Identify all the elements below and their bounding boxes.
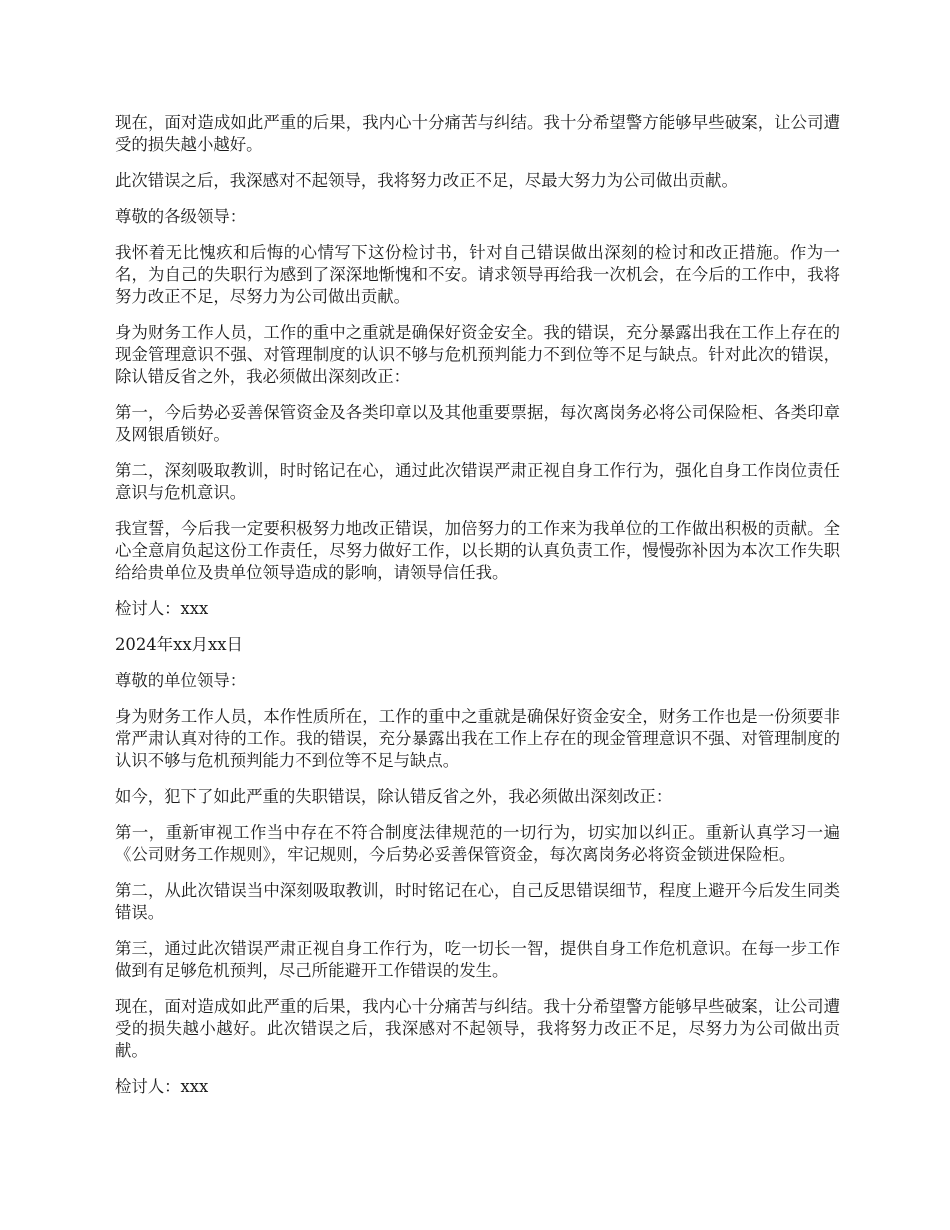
paragraph-6: 第二，深刻吸取教训，时时铭记在心，通过此次错误严肃正视自身工作行为，强化自身工作岗位责任意识与危机意识。 [115, 461, 840, 502]
paragraph-12: 第三，通过此次错误严肃正视自身工作行为，吃一切长一智，提供自身工作危机意识。在每一步工作做到有足够危机预判，尽己所能避开工作错误的发生。 [115, 939, 840, 980]
salutation-1: 尊敬的各级领导： [115, 207, 247, 226]
paragraph-13: 现在，面对造成如此严重的后果，我内心十分痛苦与纠结。我十分希望警方能够早些破案，让公司遭受的损失越小越好。此次错误之后，我深感对不起领导，我将努力改正不足，尽努力为公司做出贡献。 [115, 997, 840, 1060]
paragraph-11: 第二，从此次错误当中深刻吸取教训，时时铭记在心，自己反思错误细节，程度上避开今后发生同类错误。 [115, 881, 840, 922]
paragraph-7: 我宣誓，今后我一定要积极努力地改正错误，加倍努力的工作来为我单位的工作做出积极的贡献。全心全意肩负起这份工作责任，尽努力做好工作，以长期的认真负责工作，慢慢弥补因为本次工作失职给给贵单位及贵单位领导造成的影响，请领导信任我。 [115, 519, 840, 582]
document-page [115, 112, 840, 1112]
paragraph-5: 第一，今后势必妥善保管资金及各类印章以及其他重要票据，每次离岗务必将公司保险柜、各类印章及网银盾锁好。 [115, 403, 840, 444]
date-line: 2024年xx月xx日 [115, 635, 243, 654]
paragraph-10: 第一，重新审视工作当中存在不符合制度法律规范的一切行为，切实加以纠正。重新认真学习一遍《公司财务工作规则》，牢记规则，今后势必妥善保管资金，每次离岗务必将资金锁进保险柜。 [115, 823, 840, 864]
paragraph-8: 身为财务工作人员，本作性质所在，工作的重中之重就是确保好资金安全，财务工作也是一份须要非常严肃认真对待的工作。我的错误，充分暴露出我在工作上存在的现金管理意识不强、对管理制度的认识不够与危机预判能力不到位等不足与缺点。 [115, 707, 840, 770]
paragraph-1: 现在，面对造成如此严重的后果，我内心十分痛苦与纠结。我十分希望警方能够早些破案，让公司遭受的损失越小越好。 [115, 113, 840, 154]
salutation-2: 尊敬的单位领导： [115, 671, 247, 690]
signature-2: 检讨人：xxx [115, 1077, 209, 1096]
paragraph-3: 我怀着无比愧疚和后悔的心情写下这份检讨书，针对自己错误做出深刻的检讨和改正措施。作为一名，为自己的失职行为感到了深深地惭愧和不安。请求领导再给我一次机会，在今后的工作中，我将努力改正不足，尽努力为公司做出贡献。 [115, 243, 840, 306]
signature-1: 检讨人：xxx [115, 599, 209, 618]
paragraph-4: 身为财务工作人员，工作的重中之重就是确保好资金安全。我的错误，充分暴露出我在工作上存在的现金管理意识不强、对管理制度的认识不够与危机预判能力不到位等不足与缺点。针对此次的错误，除认错反省之外，我必须做出深刻改正： [115, 323, 840, 386]
paragraph-9: 如今，犯下了如此严重的失职错误，除认错反省之外，我必须做出深刻改正： [115, 787, 673, 806]
paragraph-2: 此次错误之后，我深感对不起领导，我将努力改正不足，尽最大努力为公司做出贡献。 [115, 171, 738, 190]
